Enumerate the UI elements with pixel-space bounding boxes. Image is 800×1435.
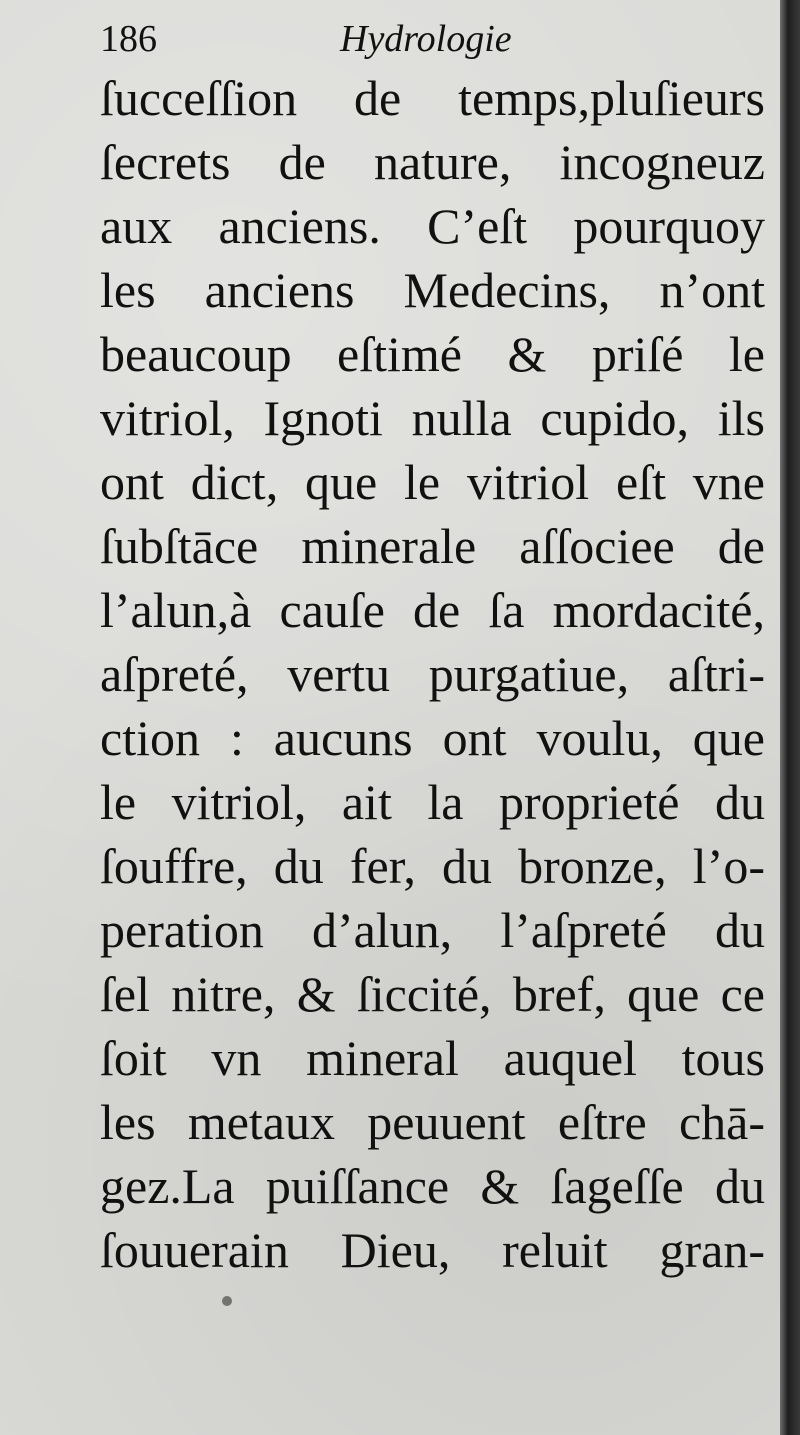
text-line: ſouffre, du fer, du bronze, l’o- bbox=[100, 838, 765, 894]
text-line: ction : aucuns ont voulu, que bbox=[100, 710, 765, 766]
text-line: aux anciens. C’eſt pourquoy bbox=[100, 198, 765, 254]
text-line: ſubſtāce minerale aſſociee de bbox=[100, 518, 765, 574]
text-line: aſpreté, vertu purgatiue, aſtri- bbox=[100, 646, 765, 702]
text-line: ſucceſſion de temps,pluſieurs bbox=[100, 70, 765, 126]
text-line: peration d’alun, l’aſpreté du bbox=[100, 902, 765, 958]
running-title: Hydrologie bbox=[340, 18, 512, 60]
text-line: le vitriol, ait la proprieté du bbox=[100, 774, 765, 830]
text-line: les metaux peuuent eſtre chā- bbox=[100, 1094, 765, 1150]
ink-spot bbox=[222, 1296, 232, 1306]
text-line: ſoit vn mineral auquel tous bbox=[100, 1030, 765, 1086]
text-line: ſouuerain Dieu, reluit gran- bbox=[100, 1222, 765, 1278]
page-edge-shadow bbox=[780, 0, 800, 1435]
body-text bbox=[100, 66, 765, 1282]
text-line: ſecrets de nature, incogneuz bbox=[100, 134, 765, 190]
text-line: gez.La puiſſance & ſageſſe du bbox=[100, 1158, 765, 1214]
text-line: ſel nitre, & ſiccité, bref, que ce bbox=[100, 966, 765, 1022]
page-header bbox=[100, 14, 760, 64]
text-line: l’alun,à cauſe de ſa mordacité, bbox=[100, 582, 765, 638]
text-line: beaucoup eſtimé & priſé le bbox=[100, 326, 765, 382]
text-line: vitriol, Ignoti nulla cupido, ils bbox=[100, 390, 765, 446]
text-line: les anciens Medecins, n’ont bbox=[100, 262, 765, 318]
text-line: ont dict, que le vitriol eſt vne bbox=[100, 454, 765, 510]
page-number: 186 bbox=[100, 18, 157, 60]
